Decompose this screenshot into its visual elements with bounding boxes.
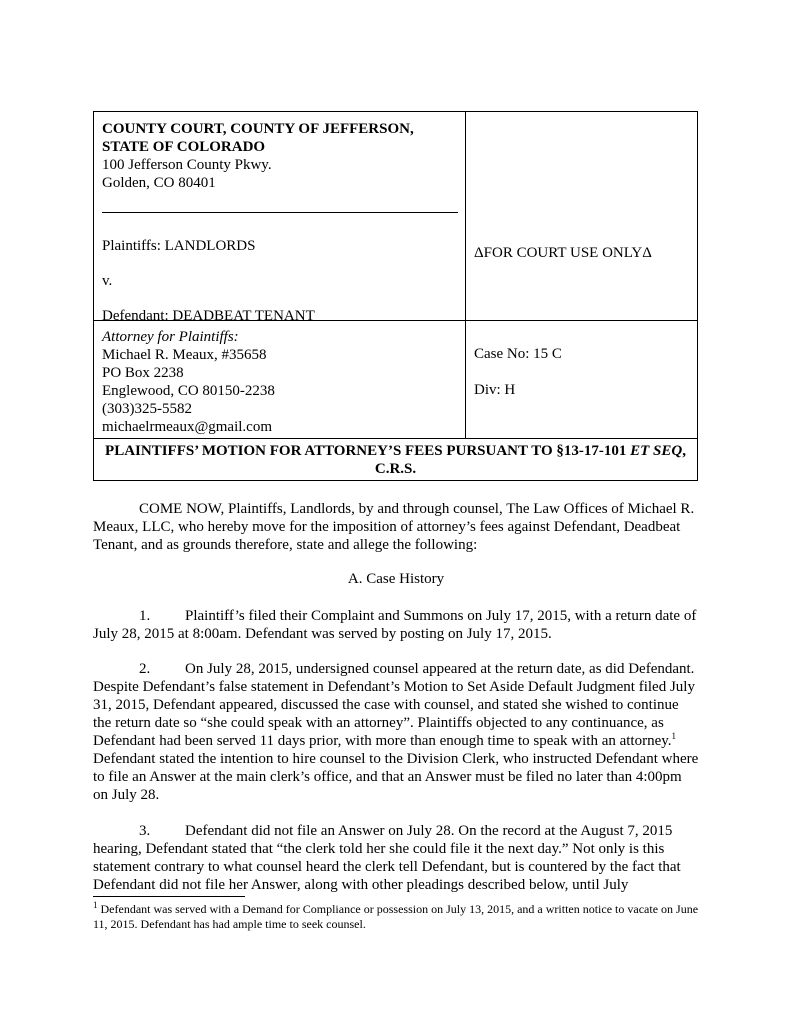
attorney-label: Attorney for Plaintiffs: [102, 329, 239, 345]
court-use-cell [466, 112, 697, 321]
case-caption [93, 111, 698, 481]
case-number: Case No: 15 C [474, 346, 562, 362]
case-number-cell [466, 321, 697, 439]
paragraph-3-number: 3. [139, 823, 151, 839]
paragraph-1-number: 1. [139, 608, 151, 624]
court-name-line2: STATE OF COLORADO [102, 139, 266, 155]
attorney-cell [94, 321, 466, 439]
attorney-po-box: PO Box 2238 [102, 365, 184, 381]
court-use-only-label: ΔFOR COURT USE ONLYΔ [474, 245, 652, 261]
paragraph-3-text: Defendant did not file an Answer on July 28. On the record at the August 7, 2015 hearing, Defendant stated that “the clerk told her she could file it the next day.” Not only is this statement contrary to what counsel heard the clerk tell Defendant, but is countered by the fact that Defendant did not file her Answer, along with other pleadings described below, until July [93, 823, 681, 893]
paragraph-1-text: Plaintiff’s filed their Complaint and Summons on July 17, 2015, with a return date of July 28, 2015 at 8:00am. Defendant was served by posting on July 17, 2015. [93, 608, 697, 642]
court-info-cell [94, 112, 466, 324]
intro-text: COME NOW, Plaintiffs, Landlords, by and through counsel, The Law Offices of Michael R. Meaux, LLC, who hereby move for the imposition of attorney’s fees against Defendant, Deadbeat Tenant, and as grounds therefore, state and allege the following: [93, 501, 695, 553]
motion-title-italic: ET SEQ [630, 443, 683, 459]
paragraph-1 [93, 607, 699, 643]
caption-divider [102, 212, 458, 213]
footnote-reference: 1 [671, 731, 677, 741]
court-address-line2: Golden, CO 80401 [102, 175, 216, 191]
division: Div: H [474, 382, 516, 398]
paragraph-2-number: 2. [139, 661, 151, 677]
court-name-line1: COUNTY COURT, COUNTY OF JEFFERSON, [102, 121, 414, 137]
attorney-name: Michael R. Meaux, #35658 [102, 347, 267, 363]
motion-title [94, 439, 697, 480]
paragraph-3 [93, 822, 699, 894]
motion-title-part1: PLAINTIFFS’ MOTION FOR ATTORNEY’S FEES PURSUANT TO §13-17-101 [105, 443, 631, 459]
section-heading: A. Case History [347, 571, 445, 587]
attorney-phone: (303)325-5582 [102, 401, 192, 417]
intro-paragraph [93, 500, 699, 554]
paragraph-2-text-b: Defendant stated the intention to hire counsel to the Division Clerk, who instructed Defendant where to file an Answer at the main clerk’s office, and that an Answer must be filed no later than 4:00pm on July 28. [93, 751, 699, 803]
court-address-line1: 100 Jefferson County Pkwy. [102, 157, 272, 173]
attorney-email: michaelrmeaux@gmail.com [102, 419, 273, 435]
versus-line: v. [102, 273, 113, 289]
paragraph-2 [93, 660, 699, 804]
footnote-text: Defendant was served with a Demand for Compliance or possession on July 13, 2015, and a written notice to vacate on June 11, 2015. Defendant has had ample time to seek counsel. [93, 902, 699, 931]
motion-title-part2: , C.R.S. [374, 443, 686, 477]
paragraph-2-text-a: On July 28, 2015, undersigned counsel appeared at the return date, as did Defendant. Despite Defendant’s false statement in Defendant’s Motion to Set Aside Default Judgment filed July 31, 2015, Defendant appeared, discussed the case with counsel, and stated she wished to continue the return date so “she could speak with an attorney”. Plaintiffs objected to any continuance, as Defendant had been served 11 days prior, with more than enough time to speak with an attorney. [93, 661, 695, 749]
footnote-marker: 1 [93, 900, 98, 910]
attorney-city: Englewood, CO 80150-2238 [102, 383, 275, 399]
defendant-line: Defendant: DEADBEAT TENANT [102, 308, 315, 324]
footnote [93, 902, 703, 932]
footnote-divider [93, 896, 245, 897]
plaintiffs-line: Plaintiffs: LANDLORDS [102, 238, 256, 254]
